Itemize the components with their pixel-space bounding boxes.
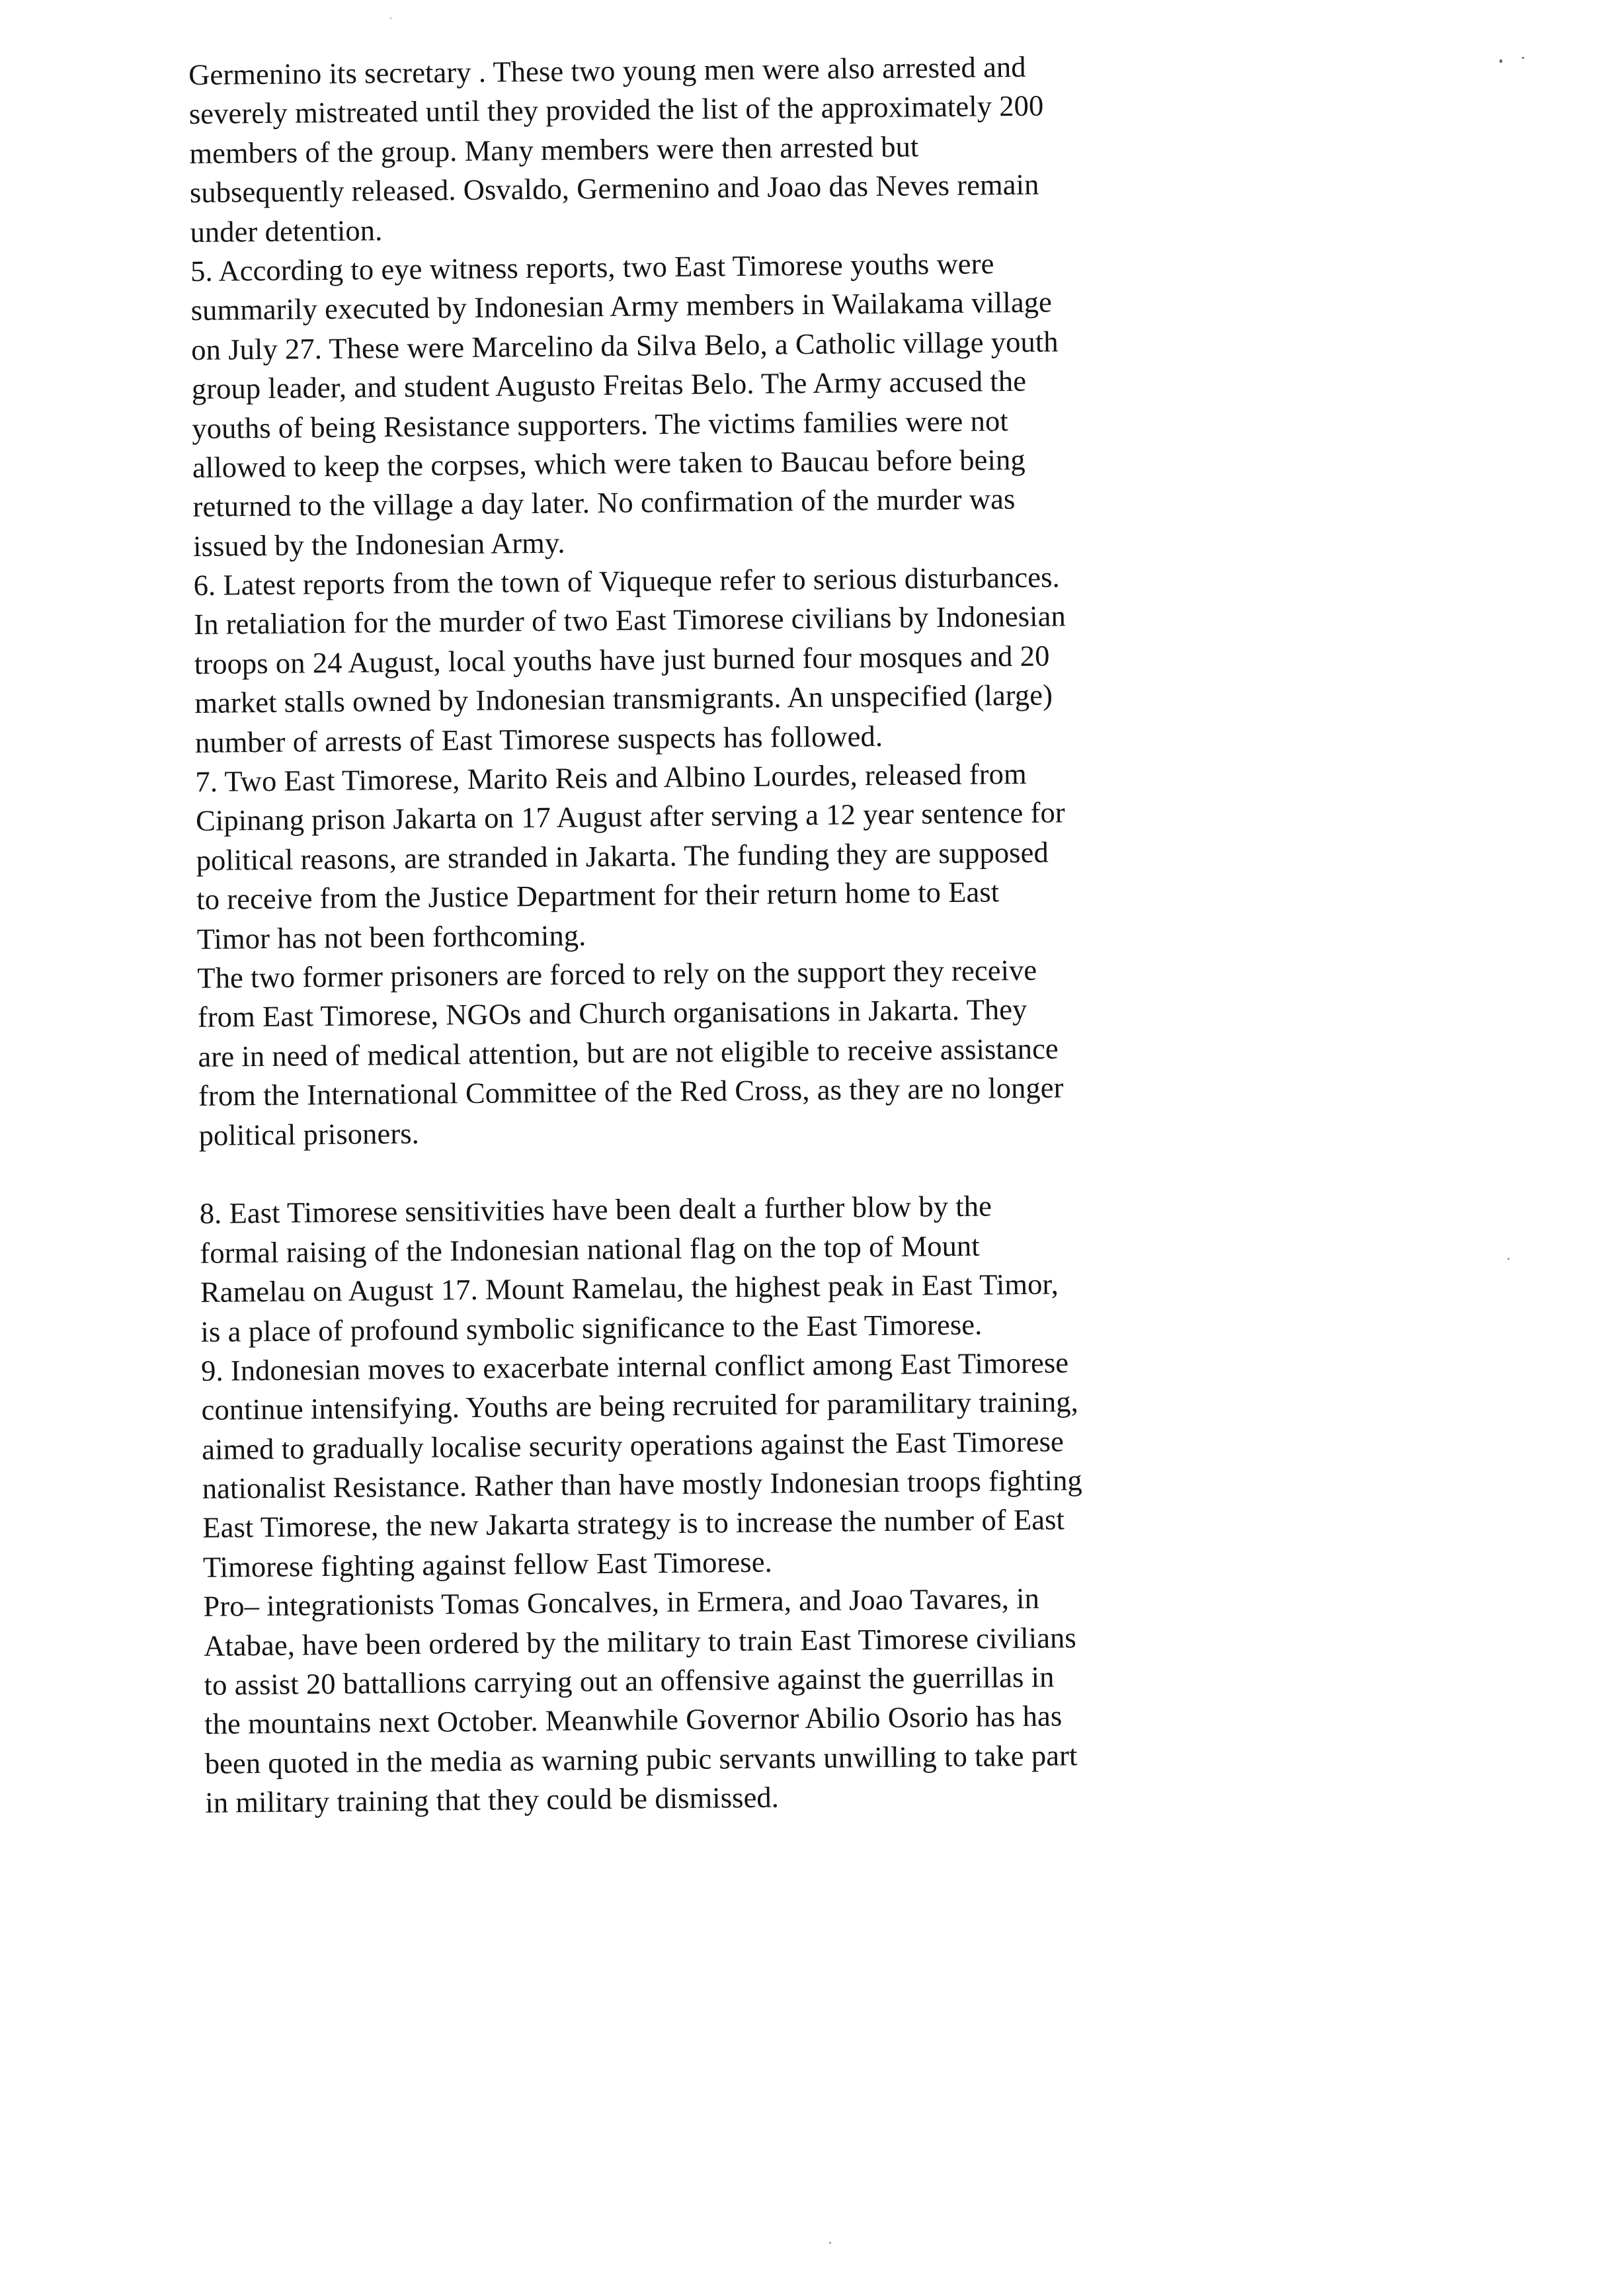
text-line: youths of being Resistance supporters. The victims families were not	[192, 403, 1009, 445]
text-line: group leader, and student Augusto Freitas Belo. The Army accused the	[191, 364, 1027, 406]
scan-speck	[390, 17, 391, 19]
text-line: are in need of medical attention, but are not eligible to receive assistance	[198, 1032, 1059, 1073]
text-line: 8. East Timorese sensitivities have been dealt a further blow by the	[199, 1189, 992, 1231]
text-line: from East Timorese, NGOs and Church organisations in Jakarta. They	[197, 993, 1027, 1034]
text-line: Pro– integrationists Tomas Goncalves, in Ermera, and Joao Tavares, in	[203, 1581, 1040, 1623]
scan-speck	[1500, 60, 1502, 63]
text-line: subsequently released. Osvaldo, Germenino and Joao das Neves remain	[189, 167, 1039, 210]
text-line: summarily executed by Indonesian Army members in Wailakama village	[190, 285, 1053, 327]
text-line: 9. Indonesian moves to exacerbate internal conflict among East Timorese	[200, 1346, 1069, 1387]
text-line: Timorese fighting against fellow East Timorese.	[202, 1545, 773, 1584]
text-line: Atabae, have been ordered by the military to train East Timorese civilians	[203, 1620, 1077, 1662]
text-line: nationalist Resistance. Rather than have mostly Indonesian troops fighting	[202, 1463, 1082, 1505]
scan-speck	[1508, 1258, 1509, 1260]
text-line: The two former prisoners are forced to rely on the support they receive	[197, 953, 1037, 995]
text-line: from the International Committee of the Red Cross, as they are no longer	[198, 1071, 1064, 1113]
text-line: under detention.	[190, 213, 383, 249]
text-line: severely mistreated until they provided the list of the approximately 200	[188, 89, 1044, 131]
scan-speck	[829, 2242, 831, 2244]
text-line: political reasons, are stranded in Jakarta. The funding they are supposed	[196, 835, 1049, 877]
text-line: to assist 20 battallions carrying out an offensive against the guerrillas in	[204, 1660, 1055, 1702]
text-line: 7. Two East Timorese, Marito Reis and Albino Lourdes, released from	[195, 757, 1027, 798]
text-line: formal raising of the Indonesian national flag on the top of Mount	[200, 1229, 980, 1270]
text-line: members of the group. Many members were then arrested but	[189, 130, 919, 170]
document-body-text	[188, 45, 1290, 1823]
text-line: on July 27. These were Marcelino da Silva Belo, a Catholic village youth	[191, 325, 1059, 366]
text-line: political prisoners.	[198, 1116, 420, 1152]
text-line: East Timorese, the new Jakarta strategy is to increase the number of East	[202, 1502, 1065, 1545]
text-line: aimed to gradually localise security operations against the East Timorese	[201, 1424, 1065, 1466]
text-line: in military training that they could be dismissed.	[205, 1780, 780, 1820]
text-line: Germenino its secretary . These two young men were also arrested and	[188, 50, 1026, 91]
scan-speck	[1522, 57, 1524, 59]
text-line: In retaliation for the murder of two East Timorese civilians by Indonesian	[194, 599, 1066, 641]
text-line: been quoted in the media as warning pubic servants unwilling to take part	[204, 1739, 1078, 1780]
text-line: number of arrests of East Timorese suspects has followed.	[194, 719, 883, 759]
text-line: Timor has not been forthcoming.	[196, 918, 586, 956]
text-line: 6. Latest reports from the town of Viqueque refer to serious disturbances.	[193, 560, 1060, 602]
text-line: 5. According to eye witness reports, two East Timorese youths were	[190, 247, 994, 288]
text-line: to receive from the Justice Department for their return home to East	[196, 875, 1000, 917]
text-line: continue intensifying. Youths are being recruited for paramilitary training,	[201, 1385, 1079, 1427]
text-line: returned to the village a day later. No confirmation of the murder was	[192, 482, 1016, 524]
text-line: troops on 24 August, local youths have just burned four mosques and 20	[194, 639, 1050, 680]
text-line: Cipinang prison Jakarta on 17 August after serving a 12 year sentence for	[195, 796, 1066, 838]
text-line: allowed to keep the corpses, which were taken to Baucau before being	[192, 442, 1025, 484]
text-line: is a place of profound symbolic significance to the East Timorese.	[200, 1307, 983, 1348]
text-line: Ramelau on August 17. Mount Ramelau, the highest peak in East Timor,	[200, 1267, 1059, 1309]
text-line: the mountains next October. Meanwhile Governor Abilio Osorio has has	[204, 1699, 1063, 1741]
text-line: issued by the Indonesian Army.	[192, 526, 565, 563]
text-line: market stalls owned by Indonesian transmigrants. An unspecified (large)	[194, 678, 1053, 720]
